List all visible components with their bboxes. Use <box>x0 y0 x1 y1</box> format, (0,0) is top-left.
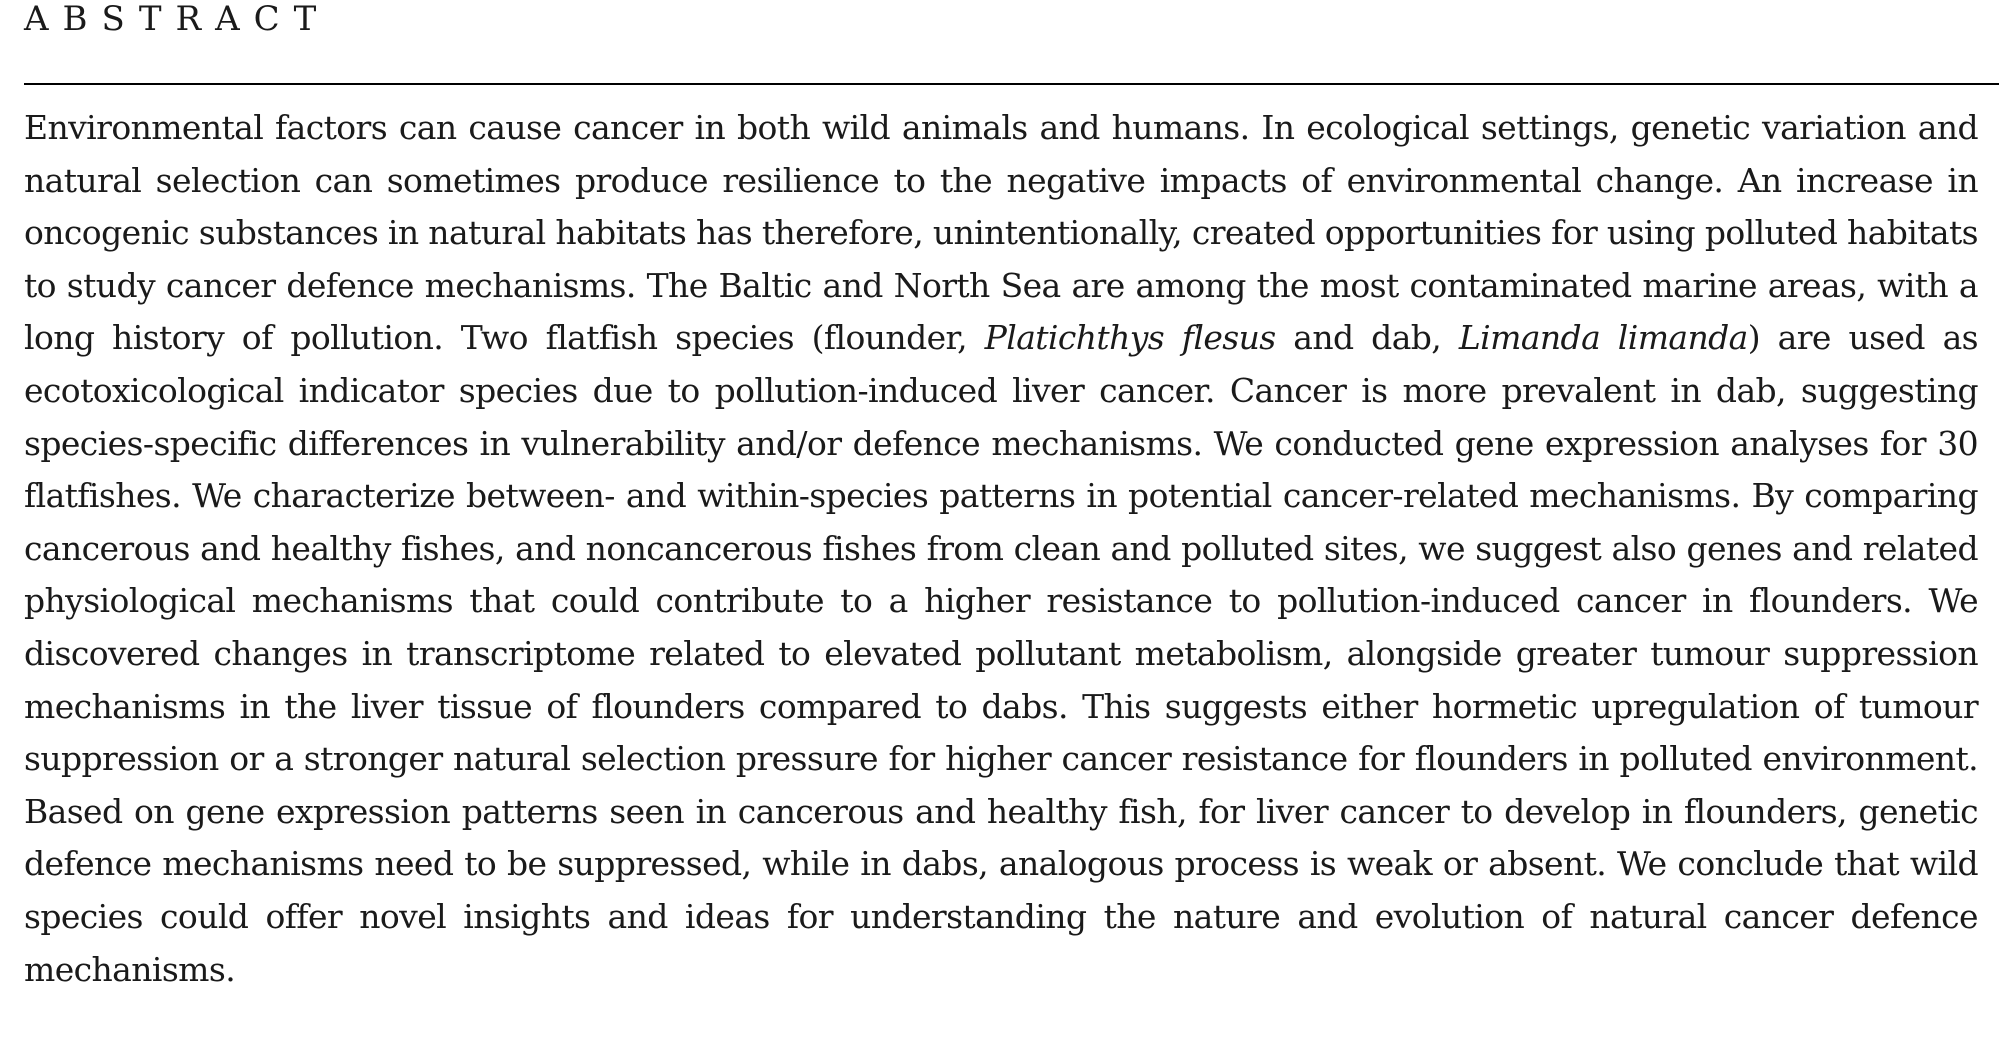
abstract-heading: ABSTRACT <box>24 0 331 39</box>
heading-divider <box>24 83 1999 85</box>
abstract-text-part-2: and dab, <box>1275 318 1459 358</box>
species-name-dab: Limanda limanda <box>1458 318 1748 358</box>
abstract-paragraph <box>24 102 1978 996</box>
abstract-text-part-3: ) are used as ecotoxicological indicator species due to pollution-induced liver cancer. Cancer is more prevalent in dab, suggesting species-specific differences in vulnerability and/or defence mechanisms. We conducted gene expression analyses for 30 flatfishes. We characterize between- and within-species patterns in potential cancer-related mechanisms. By comparing cancerous and healthy fishes, and noncancerous fishes from clean and polluted sites, we suggest also genes and related physiological mechanisms that could contribute to a higher resistance to pollution-induced cancer in flounders. We discovered changes in transcriptome related to elevated pollutant metabolism, alongside greater tumour suppression mechanisms in the liver tissue of flounders compared to dabs. This suggests either hormetic upregulation of tumour suppression or a stronger natural selection pressure for higher cancer resistance for flounders in polluted environment. Based on gene expression patterns seen in cancerous and healthy fish, for liver cancer to develop in flounders, genetic defence mechanisms need to be suppressed, while in dabs, analogous process is weak or absent. We conclude that wild species could offer novel insights and ideas for understanding the nature and evolution of natural cancer defence mechanisms. <box>24 318 1979 989</box>
species-name-flounder: Platichthys flesus <box>984 318 1276 358</box>
abstract-text-part-1: Environmental factors can cause cancer in both wild animals and humans. In ecological settings, genetic variation and natural selection can sometimes produce resilience to the negative impacts of environmental change. An increase in oncogenic substances in natural habitats has therefore, unintentionally, created opportunities for using polluted habitats to study cancer defence mechanisms. The Baltic and North Sea are among the most contaminated marine areas, with a long history of pollution. Two flatfish species (flounder, <box>24 108 1978 358</box>
